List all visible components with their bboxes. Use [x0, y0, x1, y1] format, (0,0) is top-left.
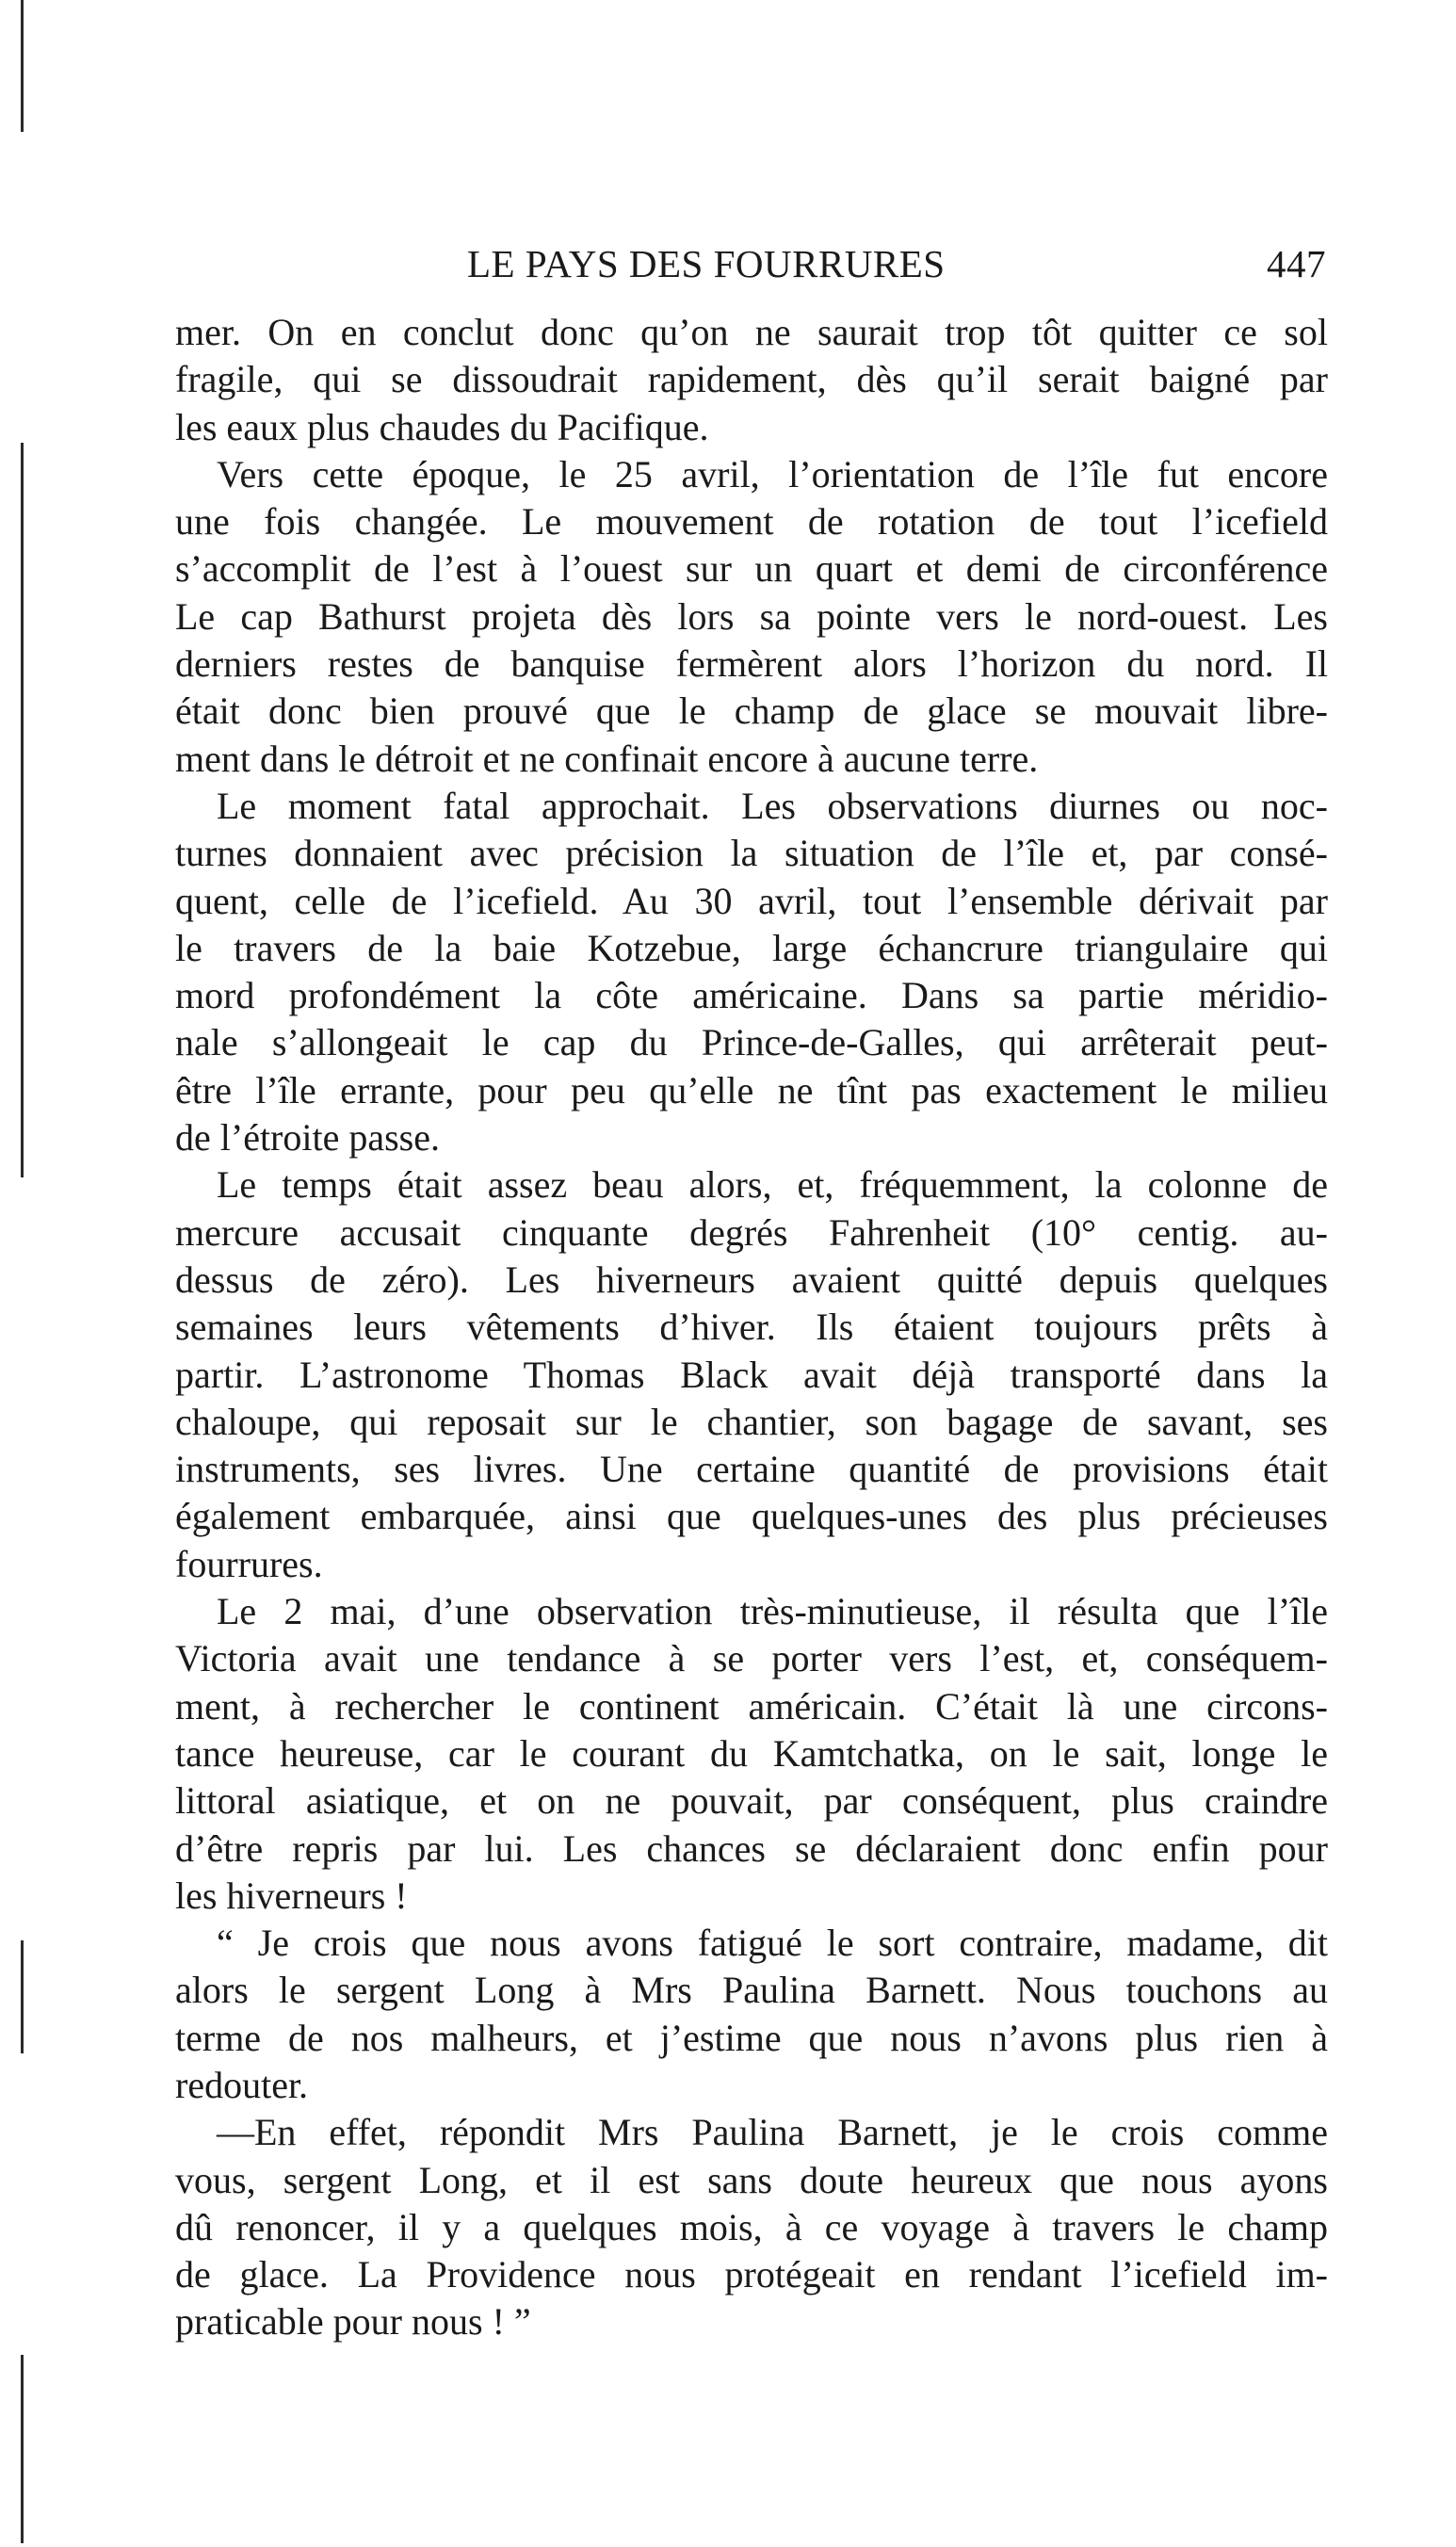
- text-line: Le 2 mai, d’une observation très-minutieuse, il résulta que l’île: [217, 1590, 1328, 1633]
- text-line: s’accomplit de l’est à l’ouest sur un quart et demi de circonférence: [175, 547, 1328, 591]
- text-line: mercure accusait cinquante degrés Fahrenheit (10° centig. au-: [175, 1210, 1328, 1254]
- text-line: derniers restes de banquise fermèrent alors l’horizon du nord. Il: [175, 642, 1328, 686]
- text-line: quent, celle de l’icefield. Au 30 avril, tout l’ensemble dérivait par: [175, 879, 1328, 922]
- text-line: les hiverneurs !: [175, 1874, 408, 1917]
- text-line: alors le sergent Long à Mrs Paulina Barnett. Nous touchons au: [175, 1969, 1328, 2012]
- binding-edge-shadow: [21, 2355, 24, 2543]
- text-line: “ Je crois que nous avons fatigué le sort contraire, madame, dit: [217, 1922, 1328, 1965]
- text-line: Le moment fatal approchait. Les observations diurnes ou noc-: [217, 784, 1328, 827]
- text-line: également embarquée, ainsi que quelques-unes des plus précieuses: [175, 1495, 1328, 1538]
- text-line: partir. L’astronome Thomas Black avait déjà transporté dans la: [175, 1353, 1328, 1396]
- binding-edge-shadow: [21, 443, 24, 1177]
- text-line: Vers cette époque, le 25 avril, l’orientation de l’île fut encore: [217, 452, 1328, 495]
- text-line: Le cap Bathurst projeta dès lors sa pointe vers le nord-ouest. Les: [175, 594, 1328, 638]
- text-line: ment dans le détroit et ne confinait encore à aucune terre.: [175, 737, 1039, 780]
- text-line: semaines leurs vêtements d’hiver. Ils étaient toujours prêts à: [175, 1306, 1328, 1349]
- text-line: praticable pour nous ! ”: [175, 2300, 531, 2344]
- text-line: les eaux plus chaudes du Pacifique.: [175, 405, 709, 448]
- paragraph: [175, 1588, 1328, 1920]
- text-line: fourrures.: [175, 1542, 323, 1585]
- text-line: d’être repris par lui. Les chances se déclaraient donc enfin pour: [175, 1826, 1328, 1870]
- paragraph: [175, 451, 1328, 783]
- text-line: —En effet, répondit Mrs Paulina Barnett, je le crois comme: [217, 2111, 1328, 2154]
- text-line: terme de nos malheurs, et j’estime que nous n’avons plus rien à: [175, 2016, 1328, 2059]
- text-line: ment, à rechercher le continent américain. C’était là une circons-: [175, 1684, 1328, 1728]
- paragraph: [175, 783, 1328, 1161]
- text-line: était donc bien prouvé que le champ de glace se mouvait libre-: [175, 689, 1328, 733]
- text-line: redouter.: [175, 2063, 309, 2106]
- paragraph: [175, 1920, 1328, 2109]
- running-header: [175, 241, 1326, 288]
- text-line: fragile, qui se dissoudrait rapidement, dès qu’il serait baigné par: [175, 358, 1328, 401]
- text-line: mer. On en conclut donc qu’on ne saurait trop tôt quitter ce sol: [175, 311, 1328, 353]
- text-line: Le temps était assez beau alors, et, fréquemment, la colonne de: [217, 1163, 1328, 1207]
- paragraph: [175, 2109, 1328, 2345]
- body-text: [175, 309, 1328, 2346]
- binding-edge-shadow: [21, 0, 24, 132]
- text-line: dû renoncer, il y a quelques mois, à ce voyage à travers le champ: [175, 2205, 1328, 2248]
- text-line: turnes donnaient avec précision la situation de l’île et, par consé-: [175, 832, 1328, 875]
- paragraph: [175, 309, 1328, 451]
- paragraph: [175, 1161, 1328, 1588]
- text-line: vous, sergent Long, et il est sans doute heureux que nous ayons: [175, 2158, 1328, 2201]
- text-line: instruments, ses livres. Une certaine quantité de provisions était: [175, 1448, 1328, 1491]
- text-line: Victoria avait une tendance à se porter vers l’est, et, conséquem-: [175, 1637, 1328, 1680]
- page-number: 447: [1267, 242, 1326, 285]
- text-line: littoral asiatique, et on ne pouvait, par conséquent, plus craindre: [175, 1779, 1328, 1823]
- text-line: tance heureuse, car le courant du Kamtchatka, on le sait, longe le: [175, 1731, 1328, 1775]
- running-title: LE PAYS DES FOURRURES: [467, 242, 946, 285]
- text-line: chaloupe, qui reposait sur le chantier, son bagage de savant, ses: [175, 1400, 1328, 1443]
- text-line: nale s’allongeait le cap du Prince-de-Galles, qui arrêterait peut-: [175, 1021, 1328, 1064]
- text-line: être l’île errante, pour peu qu’elle ne tînt pas exactement le milieu: [175, 1068, 1328, 1111]
- text-line: dessus de zéro). Les hiverneurs avaient quitté depuis quelques: [175, 1257, 1328, 1301]
- binding-edge-shadow: [21, 1940, 24, 2053]
- text-line: de l’étroite passe.: [175, 1116, 440, 1160]
- text-line: le travers de la baie Kotzebue, large échancrure triangulaire qui: [175, 926, 1328, 969]
- text-line: mord profondément la côte américaine. Dans sa partie méridio-: [175, 974, 1328, 1017]
- text-line: de glace. La Providence nous protégeait en rendant l’icefield im-: [175, 2253, 1328, 2296]
- text-line: une fois changée. Le mouvement de rotation de tout l’icefield: [175, 500, 1328, 543]
